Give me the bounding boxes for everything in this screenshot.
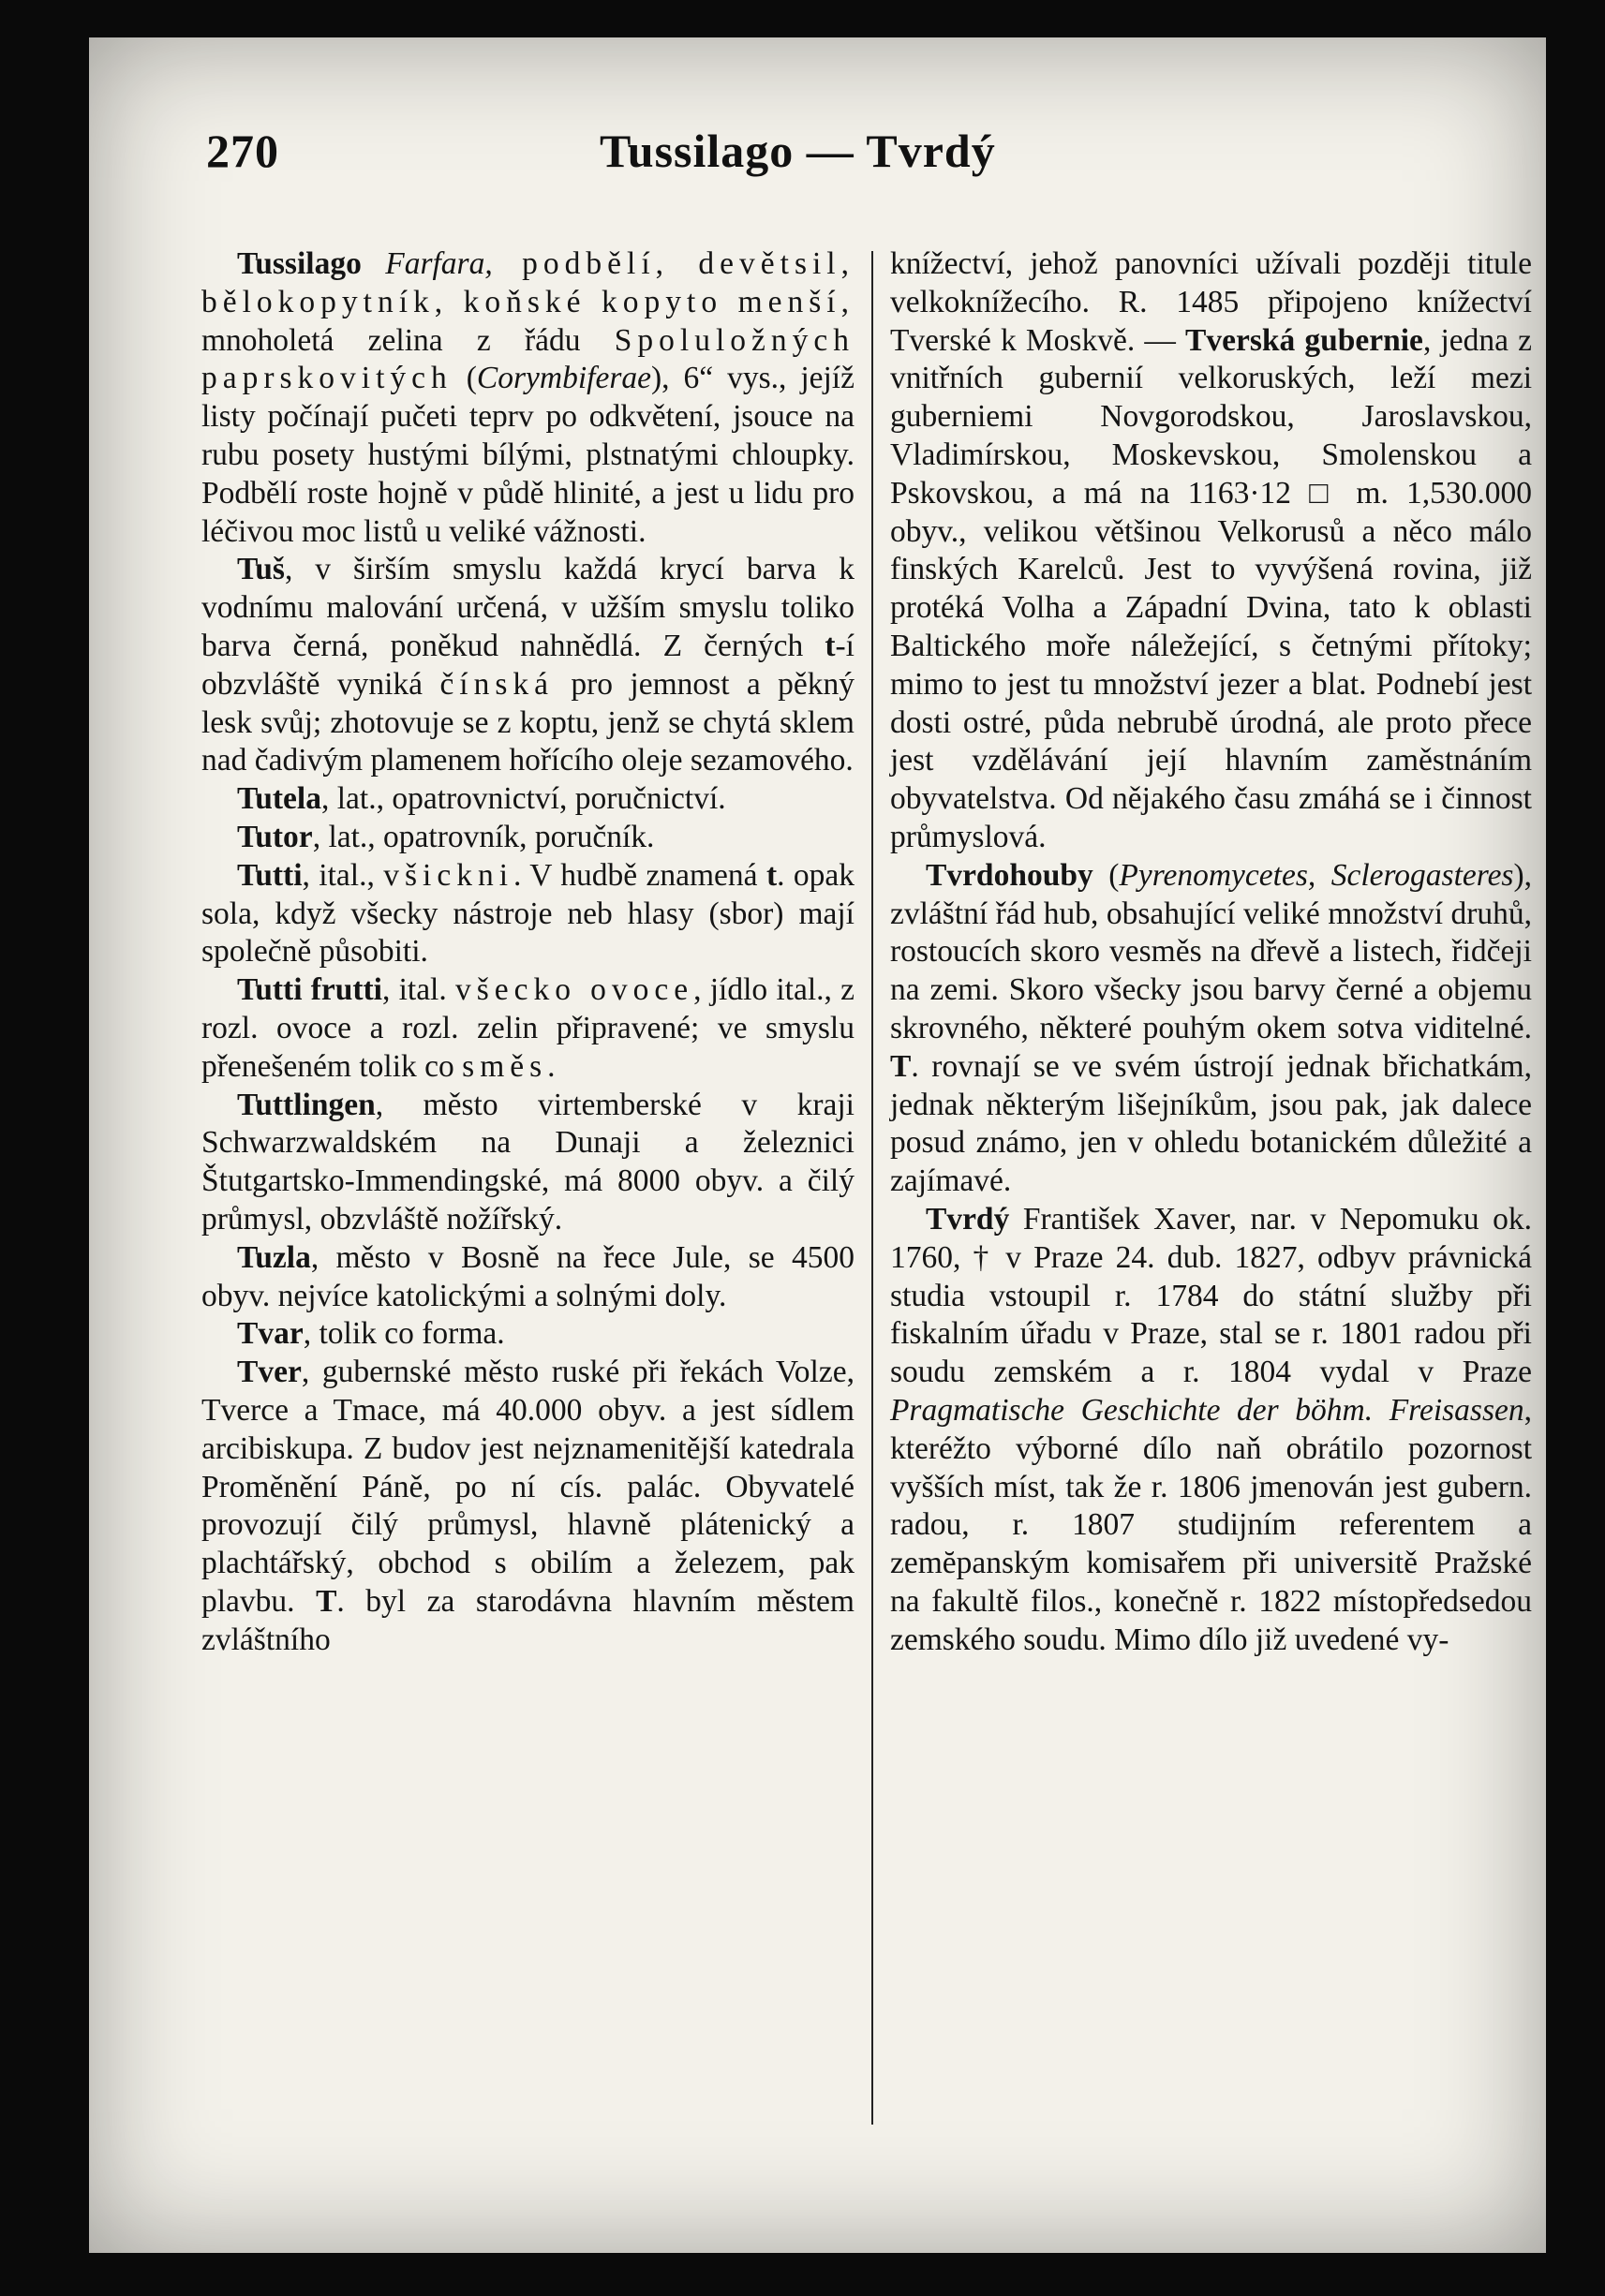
dictionary-entry bbox=[201, 857, 855, 971]
entry-text: , jídlo ital., z rozl. ovoce a rozl. zelin připravené; ve smyslu přenešeném tolik co bbox=[201, 972, 855, 1084]
dictionary-entry bbox=[890, 857, 1532, 1201]
dictionary-entry bbox=[201, 1315, 855, 1354]
entry-headword: Tuzla bbox=[237, 1239, 311, 1275]
dictionary-entry bbox=[201, 1354, 855, 1659]
entry-text: T bbox=[889, 1048, 912, 1084]
text-columns bbox=[201, 245, 1532, 2128]
entry-headword: Tutela bbox=[237, 781, 321, 817]
entry-text: František Xaver, nar. v Nepomuku ok. 1760, † v Praze 24. dub. 1827, odbyv právnická studia vstoupil r. 1784 do státní služby při fiskalním úřadu v Praze, stal se r. 1801 radou při soudu zemském a r. 1804 vydal v Praze bbox=[889, 1201, 1532, 1390]
entry-text: t bbox=[825, 628, 836, 663]
entry-text: , v širším smyslu každá krycí barva k vodnímu malování určená, v užším smyslu toliko barva černá, poněkud nahnědlá. Z černých bbox=[201, 552, 855, 663]
entry-text: . V hudbě znamená bbox=[513, 857, 766, 893]
dictionary-entry bbox=[201, 819, 855, 857]
right-column bbox=[873, 245, 1532, 2128]
entry-text: , kteréžto výborné dílo naň obrátilo pozornost vyšších míst, tak že r. 1806 jmenován jest gubern. radou, r. 1807 studijním referentem a zemĕpanským komisařem při universitě Pražské na fakultě filos., konečně r. 1822 místopředsedou zemského soudu. Mimo dílo již uvedené vy- bbox=[889, 1392, 1532, 1657]
entry-text: Corymbiferae bbox=[476, 361, 652, 396]
entry-headword: Tutti frutti bbox=[237, 972, 382, 1008]
entry-headword: Tver bbox=[237, 1355, 302, 1390]
entry-text: ( bbox=[1092, 857, 1120, 893]
dictionary-entry bbox=[201, 1239, 855, 1316]
entry-text: Pragmatische Geschichte der böhm. Freisassen bbox=[889, 1392, 1524, 1428]
entry-text: , tolik co forma. bbox=[303, 1316, 505, 1352]
entry-headword: Tuttlingen bbox=[237, 1087, 376, 1122]
entry-text: , ital. bbox=[382, 972, 455, 1008]
dictionary-entry bbox=[201, 245, 855, 551]
entry-text: čínská bbox=[439, 666, 555, 702]
entry-text: Pyrenomycetes, Sclerogasteres bbox=[1119, 857, 1514, 893]
entry-text: , jedna z vnitřních gubernií velkoruských, leží mezi guberniemi Novgorodskou, Jaroslavskou, Vladimírskou, Moskevskou, Smolenskou a Pskovskou, a má na 1163·12 □ m. 1,530.000 obyv., velikou většinou Velkorusů a něco málo finských Karelců. Jest to vyvýšená rovina, již protéká Volha a Západní Dvina, tato k oblasti Baltického moře náležející, s četnými přítoky; mimo to jest tu množství jezer a blat. Podnebí jest dosti ostré, půda nebrubě úrodná, ale proto přece jest vzdělávání její hlavním zaměstnáním obyvatelstva. Od nějakého času zmáhá se i činnost průmyslová. bbox=[889, 322, 1532, 854]
entry-text: t bbox=[765, 857, 778, 893]
dictionary-entry bbox=[201, 780, 855, 819]
entry-headword: Tuš bbox=[237, 552, 285, 587]
entry-text: , město v Bosně na řece Jule, se 4500 obyv. nejvíce katolickými a solnými doly. bbox=[201, 1239, 855, 1313]
dictionary-page bbox=[89, 37, 1546, 2253]
entry-headword: Tutti bbox=[237, 857, 303, 893]
entry-headword: Tutor bbox=[237, 819, 313, 854]
entry-text: . byl za starodávna hlavním městem zvláštního bbox=[201, 1583, 855, 1657]
dictionary-entry bbox=[890, 1201, 1532, 1660]
entry-text: , gubernské město ruské při řekách Volze, Tverce a Tmace, má 40.000 obyv. a jest sídlem arcibiskupa. Z budov jest nejznamenitější katedrala Proměnění Páně, po ní cís. palác. Obyvatelé provozují čilý průmysl, hlavně plátenický a plachtářský, obchod s obilím a železem, pak plavbu. bbox=[201, 1355, 855, 1619]
entry-text: podbělí, devětsil, bělokopytník, koňské kopyto menší, bbox=[201, 246, 855, 319]
running-head: Tussilago — Tvrdý bbox=[600, 125, 996, 177]
dictionary-entry bbox=[201, 1087, 855, 1239]
left-column bbox=[201, 245, 871, 2128]
dictionary-entry bbox=[201, 971, 855, 1086]
entry-text: ), zvláštní řád hub, obsahující veliké množství druhů, rostoucích skoro vesměs na dřevě a listech, řidčeji na zemi. Skoro všecky jsou barvy černé a objemu skrovného, některé pouhým okem sotva viditelné. bbox=[889, 857, 1532, 1045]
entry-text: . rovnají se ve svém ústrojí jednak břichatkám, jednak některým lišejníkům, jsou pak, jak dalece posud známo, jen v ohledu botanickém důležité a zajímavé. bbox=[889, 1048, 1532, 1199]
dictionary-entry bbox=[890, 245, 1532, 857]
page-header bbox=[89, 124, 1546, 189]
entry-text: pro jemnost a pěkný lesk svůj; zhotovuje se z koptu, jenž se chytá sklem nad čadivým plamenem hořícího oleje sezamového. bbox=[201, 666, 855, 778]
entry-text: . opak sola, když všecky nástroje neb hlasy (sbor) mají společně působiti. bbox=[201, 857, 855, 970]
entry-text: knížectví, jehož panovníci užívali později titule velkoknížecího. R. 1485 připojeno knížectví Tverské k Moskvě. — bbox=[889, 246, 1532, 358]
entry-text: Farfara, bbox=[361, 246, 493, 281]
entry-text: směs bbox=[462, 1048, 548, 1084]
entry-text: . bbox=[547, 1048, 556, 1084]
entry-text: ( bbox=[452, 361, 477, 396]
entry-text: ), 6“ vys., jejíž listy počínají pučeti teprv po odkvětení, jsouce na rubu posety hustými bílými, plstnatými chloupky. Podbělí roste hojně v půdě hlinité, a jest u lidu pro léčivou moc listů u veliké vážnosti. bbox=[201, 361, 855, 549]
entry-text: všecko ovoce bbox=[454, 972, 694, 1008]
entry-text: , město virtemberské v kraji Schwarzwaldském na Dunaji a železnici Štutgartsko-Immendingské, má 8000 obyv. a čilý průmysl, obzvláště nožířský. bbox=[201, 1087, 855, 1237]
entry-headword: Tussilago bbox=[237, 246, 362, 281]
page-number: 270 bbox=[206, 125, 279, 177]
entry-text: T bbox=[316, 1583, 337, 1619]
entry-text: mnoholetá zelina z řádu bbox=[201, 322, 615, 358]
entry-headword: Tvrdohouby bbox=[925, 857, 1093, 893]
entry-text: všickni bbox=[383, 857, 514, 893]
entry-text: , ital., bbox=[302, 857, 384, 893]
entry-text: Spoluložných paprskovitých bbox=[201, 322, 855, 396]
entry-text: -í obzvláště vyniká bbox=[201, 628, 855, 702]
dictionary-entry bbox=[201, 551, 855, 780]
entry-headword: Tvar bbox=[237, 1316, 304, 1352]
entry-headword: Tvrdý bbox=[925, 1201, 1010, 1237]
entry-text: Tverská gubernie bbox=[1184, 322, 1423, 358]
entry-text: , lat., opatrovník, poručník. bbox=[312, 819, 655, 854]
entry-text: , lat., opatrovnictví, poručnictví. bbox=[320, 781, 726, 817]
